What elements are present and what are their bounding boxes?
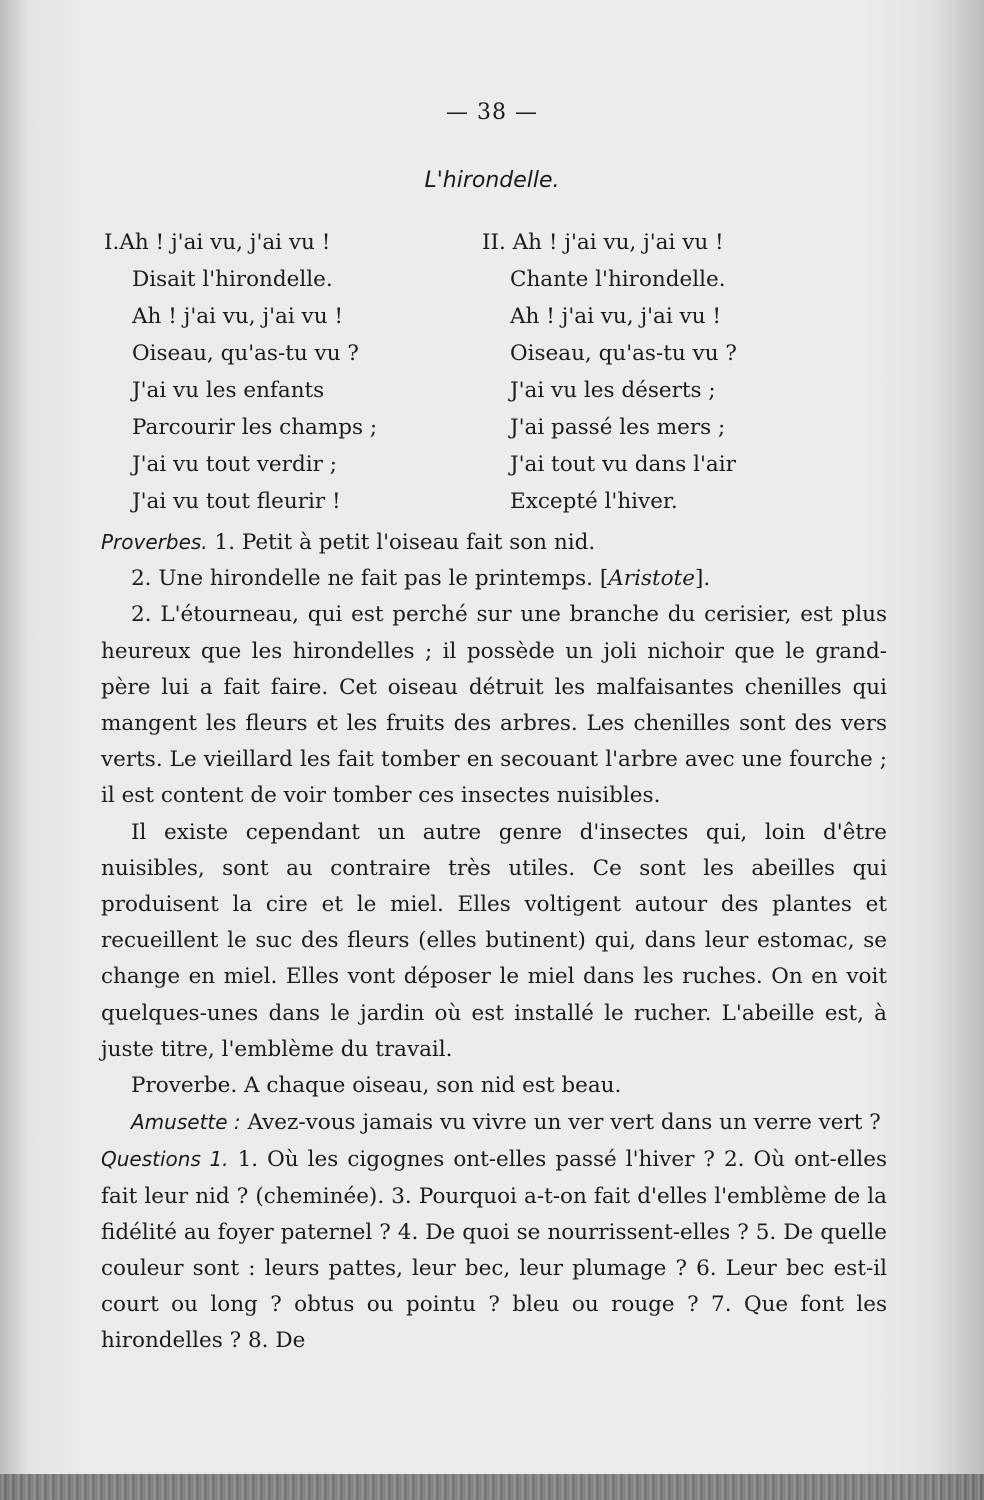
poem-line: Chante l'hirondelle. bbox=[510, 267, 726, 292]
paragraph-etourneau: 2. L'étourneau, qui est perché sur une branche du cerisier, est plus heureux que les hirondelles ; il possède un joli nichoir que le grand-père lui a fait faire. Cet oiseau détruit les malfaisantes chenilles qui mangent les fleurs et les fruits des arbres. Les chenilles sont des vers verts. Le vieillard les fait tomber en secouant l'arbre avec une fourche ; il est content de voir tomber ces insectes nuisibles. bbox=[101, 602, 887, 809]
poem-line: Ah ! j'ai vu, j'ai vu ! bbox=[510, 304, 722, 329]
poem-line: I.Ah ! j'ai vu, j'ai vu ! bbox=[104, 230, 331, 255]
proverb-2: 2. Une hirondelle ne fait pas le printemps. bbox=[131, 566, 594, 592]
amusette bbox=[101, 1104, 887, 1141]
poem-title: L'hirondelle. bbox=[424, 168, 560, 193]
poem-line: Excepté l'hiver. bbox=[510, 489, 678, 514]
poem-line: Oiseau, qu'as-tu vu ? bbox=[132, 341, 359, 366]
poem-line: J'ai vu les enfants bbox=[132, 378, 325, 403]
questions-label: Questions 1. bbox=[101, 1147, 229, 1172]
poem-line: II. Ah ! j'ai vu, j'ai vu ! bbox=[482, 230, 724, 255]
paragraph-proverbe: Proverbe. A chaque oiseau, son nid est beau. bbox=[131, 1073, 622, 1099]
poem-line: J'ai vu tout fleurir ! bbox=[132, 489, 341, 514]
amusette-text: Avez-vous jamais vu vivre un ver vert dans un verre vert ? bbox=[247, 1110, 881, 1136]
poem-line: Ah ! j'ai vu, j'ai vu ! bbox=[132, 304, 344, 329]
questions-text: 1. Où les cigognes ont-elles passé l'hiver ? 2. Où ont-elles fait leur nid ? (cheminée). 3. Pourquoi a-t-on fait d'elles l'emblème de la fidélité au foyer paternel ? 4. De quoi se nourrissent-elles ? 5. De quelle couleur sont : leurs pattes, leur bec, leur plumage ? 6. Leur bec est-il court ou long ? obtus ou pointu ? bleu ou rouge ? 7. Que font les hirondelles ? 8. De bbox=[101, 1147, 888, 1354]
proverb-2-author: Aristote bbox=[608, 566, 695, 592]
poem-line: Parcourir les champs ; bbox=[132, 415, 378, 440]
body-text bbox=[101, 524, 887, 1360]
proverb-line-2 bbox=[101, 561, 887, 597]
poem-line: J'ai tout vu dans l'air bbox=[510, 452, 736, 477]
poem-line: J'ai passé les mers ; bbox=[510, 415, 726, 440]
poem-line: J'ai vu tout verdir ; bbox=[132, 452, 337, 477]
proverbs-label: Proverbes. bbox=[101, 530, 208, 554]
questions bbox=[101, 1141, 887, 1359]
poem-line: J'ai vu les déserts ; bbox=[510, 378, 716, 403]
poem-line: Oiseau, qu'as-tu vu ? bbox=[510, 341, 737, 366]
poem-stanza-1 bbox=[104, 224, 377, 520]
page-number: — 38 — bbox=[446, 100, 538, 125]
proverb-2-bracket-open: [ bbox=[599, 566, 609, 592]
proverb-1: 1. Petit à petit l'oiseau fait son nid. bbox=[214, 530, 596, 555]
poem-stanza-2 bbox=[482, 224, 737, 520]
proverb-2-bracket-close: ]. bbox=[694, 566, 711, 592]
proverb-line-1 bbox=[101, 524, 887, 561]
paragraph-abeilles: Il existe cependant un autre genre d'insectes qui, loin d'être nuisibles, sont au contraire très utiles. Ce sont les abeilles qui produisent la cire et le miel. Elles voltigent autour des plantes et recueillent le suc des fleurs (elles butinent) qui, dans leur estomac, se change en miel. Elles vont déposer le miel dans les ruches. On en voit quelques-unes dans le jardin où est installé le rucher. L'abeille est, à juste titre, l'emblème du travail. bbox=[101, 819, 887, 1062]
poem-line: Disait l'hirondelle. bbox=[132, 267, 333, 292]
amusette-label: Amusette : bbox=[131, 1110, 241, 1135]
